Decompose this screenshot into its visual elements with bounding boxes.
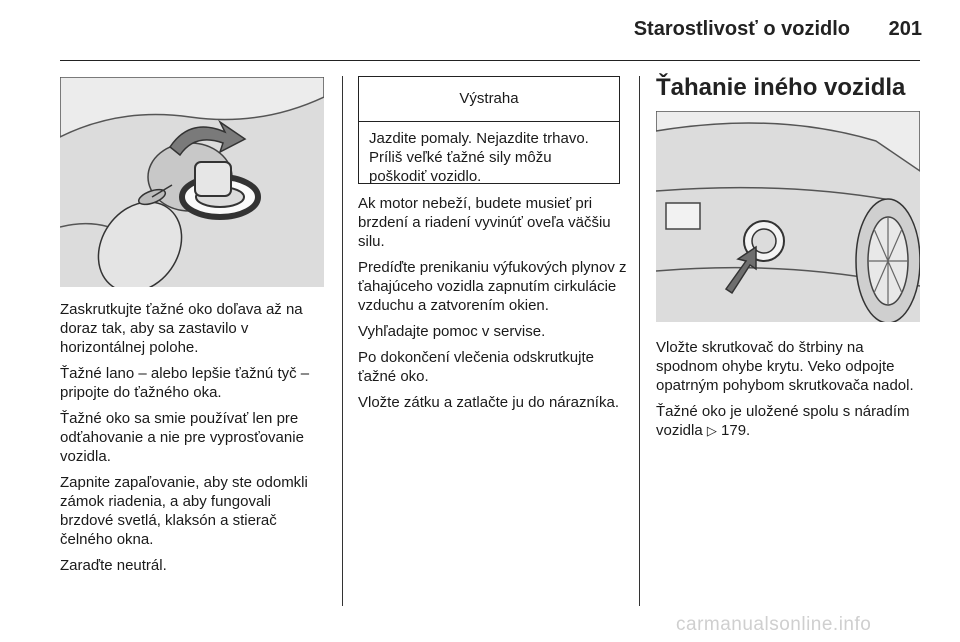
paragraph: Ťažné lano – alebo lepšie ťažnú tyč – pripojte do ťažného oka. — [60, 365, 310, 401]
column-divider-1 — [342, 76, 343, 606]
page-reference-icon: ▷ — [706, 423, 717, 438]
paragraph: Zaskrutkujte ťažné oko doľava až na doraz tak, aby sa zastavilo v horizontálnej polohe. — [60, 301, 303, 356]
paragraph: Vyhľadajte pomoc v servise. — [358, 323, 546, 340]
paragraph: Predíďte prenikaniu výfukových plynov z ťahajúceho vozidla zapnutím cirkulácie vzduchu a zatvorením okien. — [358, 259, 627, 314]
paragraph: Ťažné oko sa smie používať len pre odťahovanie a nie pre vyprosťovanie vozidla. — [60, 410, 304, 465]
warning-text: Jazdite pomaly. Nejazdite trhavo. Príliš veľké ťažné sily môžu poškodiť vozidlo. — [369, 130, 589, 185]
page-reference-link[interactable]: 179. — [716, 422, 751, 439]
paragraph: Zapnite zapaľovanie, aby ste odomkli zámok riadenia, a aby fungovali brzdové svetlá, klaksón a stierač čelného okna. — [60, 474, 308, 548]
column-1-text — [60, 300, 328, 582]
page-number: 201 — [888, 18, 922, 40]
watermark: carmanualsonline.info — [676, 614, 872, 635]
rear-bumper-illustration — [656, 111, 920, 322]
column-2-text — [358, 194, 630, 419]
header-rule — [60, 60, 920, 61]
paragraph: Vložte skrutkovač do štrbiny na spodnom ohybe krytu. Veko odpojte opatrným pohybom skrutkovača nadol. — [656, 339, 914, 394]
column-divider-2 — [639, 76, 640, 606]
column-3-text — [656, 338, 924, 447]
paragraph: Zaraďte neutrál. — [60, 557, 167, 574]
warning-title: Výstraha — [359, 77, 619, 122]
paragraph: Vložte zátku a zatlačte ju do nárazníka. — [358, 394, 619, 411]
warning-box — [358, 76, 620, 184]
tow-eye-illustration — [60, 77, 324, 287]
paragraph: Ak motor nebeží, budete musieť pri brzdení a riadení vyvinúť oveľa väčšiu silu. — [358, 195, 611, 250]
header-title: Starostlivosť o vozidlo — [633, 18, 850, 40]
paragraph: Po dokončení vlečenia odskrutkujte ťažné oko. — [358, 349, 594, 385]
paragraph-with-reference — [656, 402, 924, 440]
paragraph-text: Ťažné oko je uložené spolu s náradím vozidla — [656, 403, 910, 439]
section-title: Ťahanie iného vozidla — [656, 74, 906, 101]
